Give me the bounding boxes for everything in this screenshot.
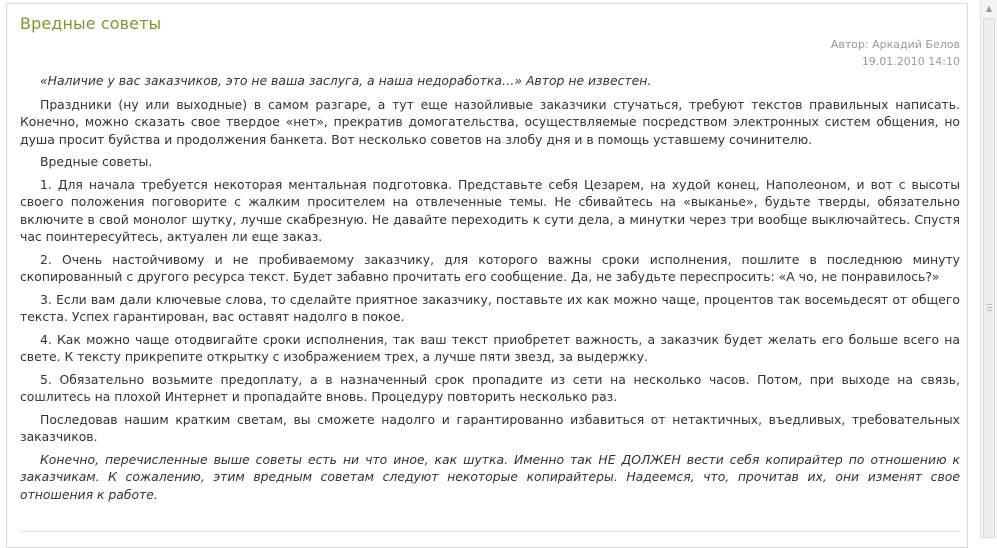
article-paragraph: 1. Для начала требуется некоторая ментальная подготовка. Представьте себя Цезарем, на худой конец, Наполеоном, и вот с высоты своего положения поговорите с жалким просителем на отвлеченные темы. Не сбивайтесь на «выканье», будьте тверды, обязательно включите в свой монолог шутку, лучше скабрезную. Не давайте переходить к сути дела, а минутки через три вообще выключайтесь. Спустя час поинтересуйтесь, актуален ли еще заказ. [20, 176, 960, 244]
article-body [20, 72, 960, 508]
article-paragraph: 4. Как можно чаще отодвигайте сроки исполнения, так ваш текст приобретет важность, а заказчик будет желать его больше всего на свете. К тексту прикрепите открытку с изображением трех, а лучше пяти звезд, за выдержку. [20, 331, 960, 364]
article-paragraph: Вредные советы. [40, 154, 153, 169]
article-epigraph: «Наличие у вас заказчиков, это не ваша заслуга, а наша недоработка…» Автор не известен. [40, 73, 652, 88]
vertical-scrollbar[interactable] [980, 0, 997, 539]
article-paragraph: 2. Очень настойчивому и не пробиваемому заказчику, для которого важны сроки исполнения, пошлите в последнюю минуту скопированный с другого ресурса текст. Будет забавно прочитать его сообщение. Да, не забудьте переспросить: «А чо, не понравилось?» [20, 251, 960, 284]
article-paragraph: 3. Если вам дали ключевые слова, то сделайте приятное заказчику, поставьте их как можно чаще, процентов так восемьдесят от общего текста. Успех гарантирован, вас оставят надолго в покое. [20, 291, 960, 324]
article-paragraph: Последовав нашим кратким светам, вы сможете надолго и гарантированно избавиться от нетактичных, въедливых, требовательных заказчиков. [20, 411, 960, 444]
scrollbar-thumb[interactable] [983, 18, 995, 538]
divider [20, 531, 960, 532]
article-author: Автор: Аркадий Белов [830, 38, 960, 51]
article-paragraph: 5. Обязательно возьмите предоплату, а в назначенный срок пропадите из сети на несколько часов. Потом, при выходе на связь, сошлитесь на плохой Интернет и пропадайте вновь. Процедуру повторить несколько раз. [20, 371, 960, 404]
article-panel [6, 3, 968, 548]
article-paragraph: Праздники (ну или выходные) в самом разгаре, а тут еще назойливые заказчики стучаться, требуют текстов правильных написать. Конечно, можно сказать свое твердое «нет», прекратив домогательства, осуществляемые посредством электронных систем общения, но душа просит буйства и продолжения банкета. Вот несколько советов на злобу дня и в помощь уставшему сочинителю. [20, 96, 960, 147]
grip-lines-icon [987, 304, 992, 312]
article-meta [831, 36, 960, 70]
triangle-up-icon[interactable]: ▲ [985, 4, 993, 13]
article-title: Вредные советы [20, 14, 162, 33]
article-conclusion: Конечно, перечисленные выше советы есть ни что иное, как шутка. Именно так НЕ ДОЛЖЕН вести себя копирайтер по отношению к заказчикам. К сожалению, этим вредным советам следуют некоторые копирайтеры. Надеемся, что, прочитав их, они изменят свое отношения к работе. [20, 451, 960, 502]
article-date: 19.01.2010 14:10 [861, 55, 960, 68]
